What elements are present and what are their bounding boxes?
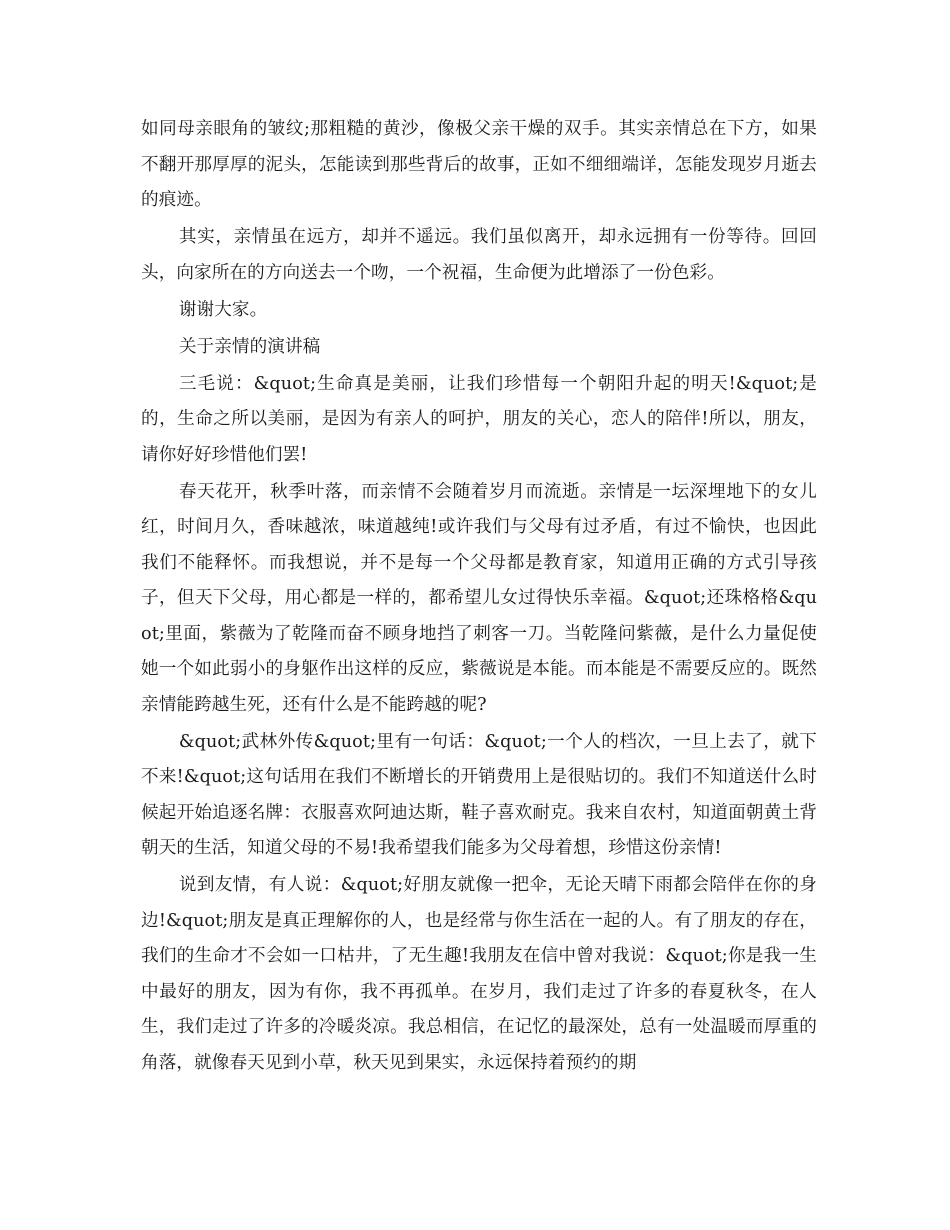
paragraph: 如同母亲眼角的皱纹;那粗糙的黄沙，像极父亲干燥的双手。其实亲情总在下方，如果不翻开那厚厚的泥头，怎能读到那些背后的故事，正如不细细端详，怎能发现岁月逝去的痕迹。 xyxy=(141,119,817,210)
paragraph: 三毛说：&quot;生命真是美丽，让我们珍惜每一个朝阳升起的明天!&quot;是的，生命之所以美丽，是因为有亲人的呵护，朋友的关心，恋人的陪伴!所以，朋友，请你好好珍惜他们罢! xyxy=(141,373,817,465)
document-body xyxy=(141,112,817,1083)
paragraph: 说到友情，有人说：&quot;好朋友就像一把伞，无论天晴下雨都会陪伴在你的身边!&quot;朋友是真正理解你的人，也是经常与你生活在一起的人。有了朋友的存在，我们的生命才不会如一口枯井，了无生趣!我朋友在信中曾对我说：&quot;你是我一生中最好的朋友，因为有你，我不再孤单。在岁月，我们走过了许多的春夏秋冬，在人生，我们走过了许多的冷暖炎凉。我总相信，在记忆的最深处，总有一处温暖而厚重的角落，就像春天见到小草，秋天见到果实，永远保持着预约的期 xyxy=(141,875,817,1073)
paragraph: 其实，亲情虽在远方，却并不遥远。我们虽似离开，却永远拥有一份等待。回回头，向家所在的方向送去一个吻，一个祝福，生命便为此增添了一份色彩。 xyxy=(141,227,817,283)
paragraph: 春天花开，秋季叶落，而亲情不会随着岁月而流逝。亲情是一坛深埋地下的女儿红，时间月久，香味越浓，味道越纯!或许我们与父母有过矛盾，有过不愉快，也因此我们不能释怀。而我想说，并不是每一个父母都是教育家，知道用正确的方式引导孩子，但天下父母，用心都是一样的，都希望儿女过得快乐幸福。&quot;还珠格格&quot;里面，紫薇为了乾隆而奋不顾身地挡了刺客一刀。当乾隆问紫薇，是什么力量促使她一个如此弱小的身躯作出这样的反应，紫薇说是本能。而本能是不需要反应的。既然亲情能跨越生死，还有什么是不能跨越的呢? xyxy=(141,481,817,715)
paragraph: 谢谢大家。 xyxy=(178,299,268,320)
paragraph: &quot;武林外传&quot;里有一句话：&quot;一个人的档次，一旦上去了，就下不来!&quot;这句话用在我们不断增长的开销费用上是很贴切的。我们不知道送什么时候起开始追逐名牌：衣服喜欢阿迪达斯，鞋子喜欢耐克。我来自农村，知道面朝黄土背朝天的生活，知道父母的不易!我希望我们能多为父母着想，珍惜这份亲情! xyxy=(141,731,817,858)
paragraph: 关于亲情的演讲稿 xyxy=(178,336,321,357)
